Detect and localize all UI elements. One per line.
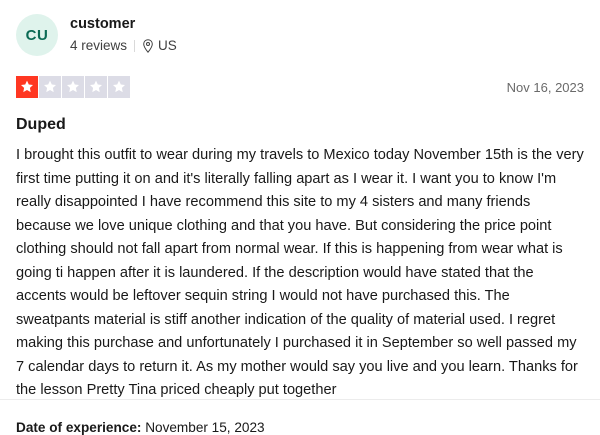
reviewer-name[interactable]: customer — [70, 16, 136, 32]
star-icon-filled-1 — [16, 76, 38, 98]
star-icon-empty-5 — [108, 76, 130, 98]
date-of-experience-label: Date of experience: — [16, 419, 142, 435]
map-pin-icon — [142, 39, 154, 53]
star-icon-empty-3 — [62, 76, 84, 98]
date-of-experience-value: November 15, 2023 — [145, 419, 265, 435]
rating-row — [16, 76, 584, 98]
meta-divider — [134, 40, 135, 52]
date-of-experience — [16, 420, 584, 435]
star-rating — [16, 76, 130, 98]
reviews-count: 4 reviews — [70, 38, 128, 53]
review-title[interactable]: Duped — [16, 116, 66, 133]
avatar: CU — [16, 14, 58, 56]
star-icon-empty-2 — [39, 76, 61, 98]
review-body: I brought this outfit to wear during my travels to Mexico today November 15th is the very first time putting it on and it's literally falling apart as I wear it. I want you to know I'm really disappointed I have recommend this site to my 4 sisters and many friends because we love unique clothing and that you have. But considering the price point clothing should not fall apart from normal wear. If this is happening from wear what is going ti happen after it is laundered. If the description would have stated that the accents would be leftover sequin string I would not have purchased this. The sweatpants material is stiff another indication of the quality of material used. I regret making this purchase and unfortunately I purchased it in September so well passed my 7 calendar days to return it. As my mother would say you live and you learn. Thanks for the lesson Pretty Tina priced cheaply put together — [16, 147, 584, 398]
review-date: Nov 16, 2023 — [506, 79, 584, 95]
reviewer-header — [16, 14, 584, 56]
reviewer-location — [142, 38, 177, 54]
reviewer-meta — [70, 38, 177, 54]
star-icon-empty-4 — [85, 76, 107, 98]
country-label: US — [158, 38, 177, 53]
reviewer-info — [70, 14, 177, 54]
